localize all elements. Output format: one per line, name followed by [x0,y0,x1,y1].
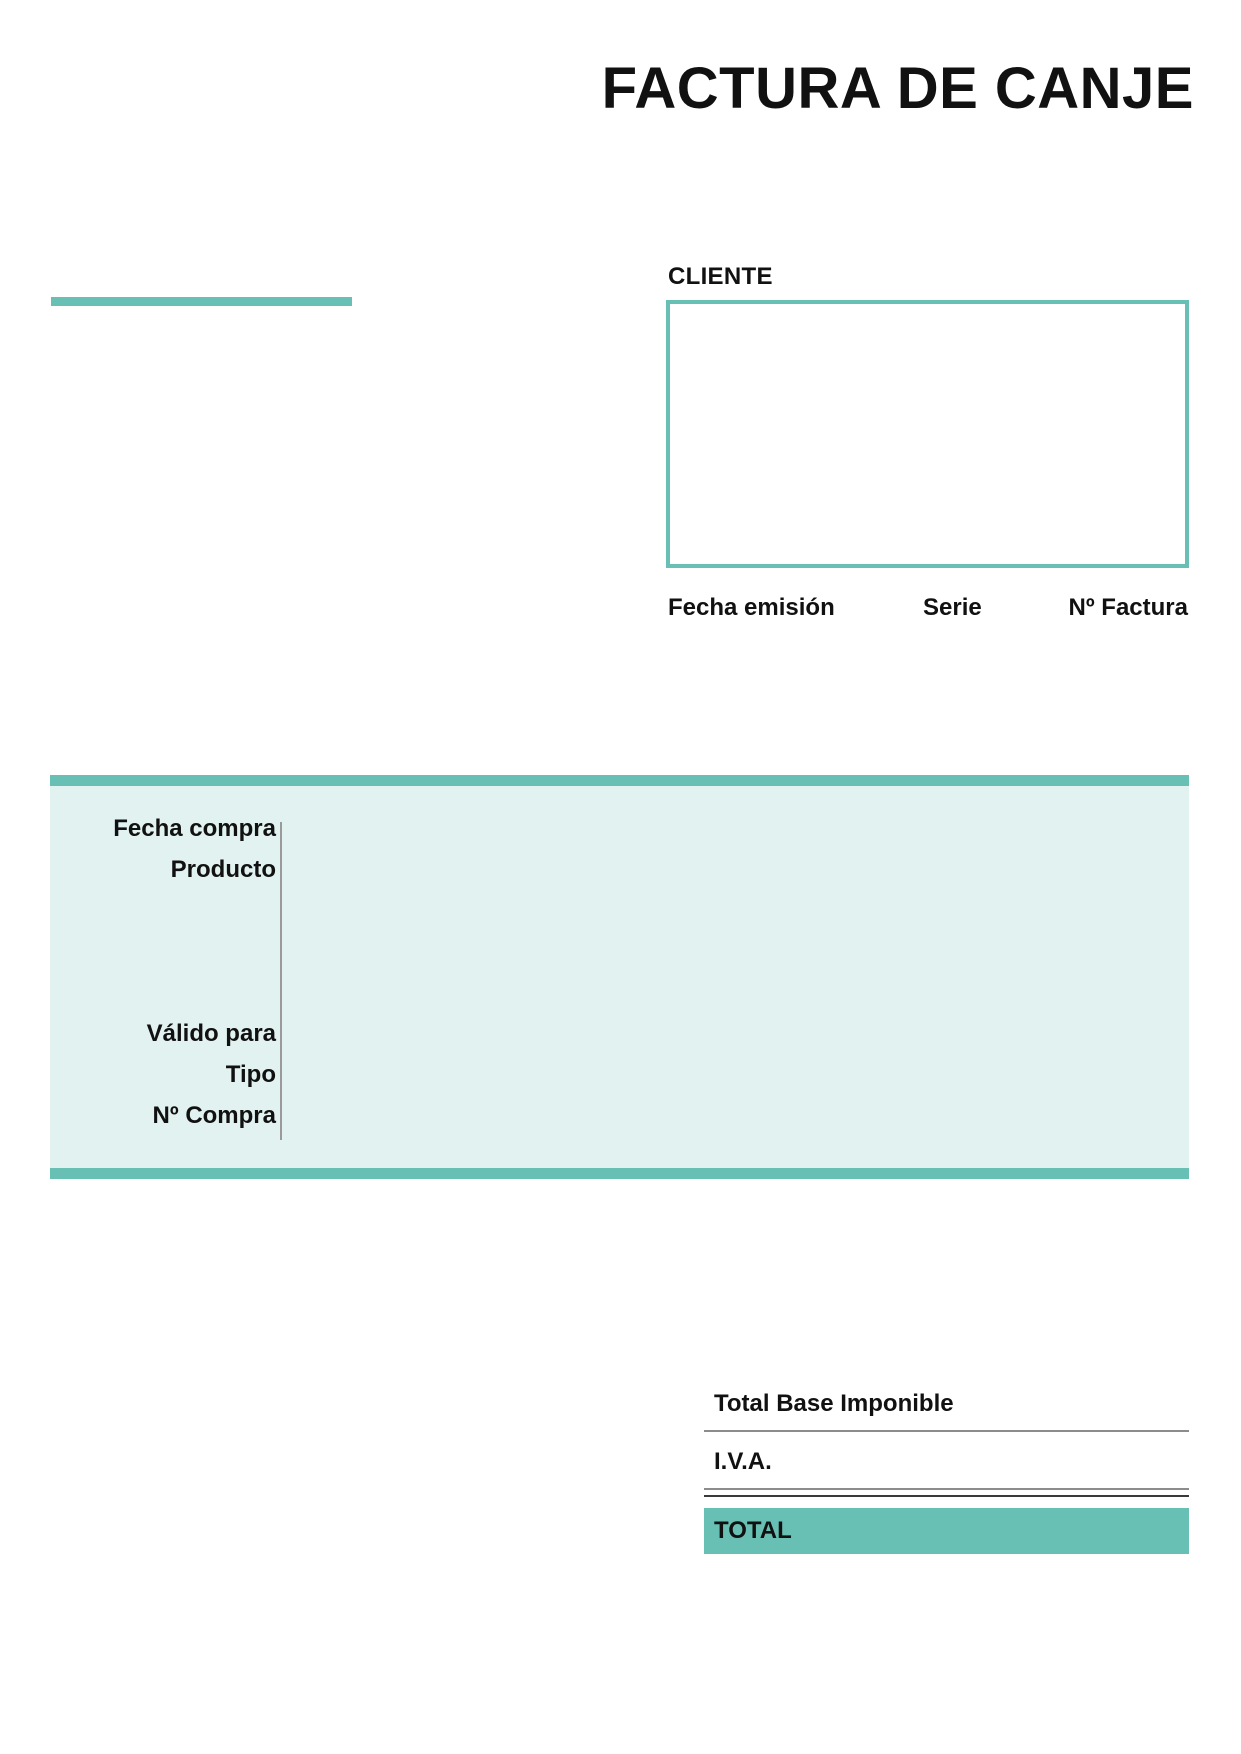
iva-label: I.V.A. [714,1448,772,1475]
company-accent-bar [51,297,352,306]
fecha-emision-label: Fecha emisión [668,594,835,621]
numero-compra-label: Nº Compra [152,1102,276,1129]
valido-para-label: Válido para [146,1020,276,1047]
total-row [704,1508,1189,1554]
client-label: CLIENTE [668,263,773,290]
client-box[interactable] [666,300,1189,568]
total-label: TOTAL [714,1517,792,1544]
document-title: FACTURA DE CANJE [601,56,1194,121]
fecha-compra-label: Fecha compra [113,815,276,842]
numero-factura-label: Nº Factura [1068,594,1188,621]
iva-divider-dark [704,1495,1189,1497]
producto-label: Producto [170,856,276,883]
total-base-imponible-label: Total Base Imponible [714,1390,954,1417]
total-base-imponible-row [704,1390,1189,1430]
panel-top-border [50,775,1189,786]
panel-bottom-border [50,1168,1189,1179]
serie-label: Serie [923,594,982,621]
tipo-label: Tipo [225,1061,276,1088]
total-base-divider [704,1430,1189,1432]
purchase-details-panel [50,775,1189,1179]
iva-row [704,1448,1189,1488]
iva-divider [704,1488,1189,1490]
panel-divider [280,822,282,1140]
